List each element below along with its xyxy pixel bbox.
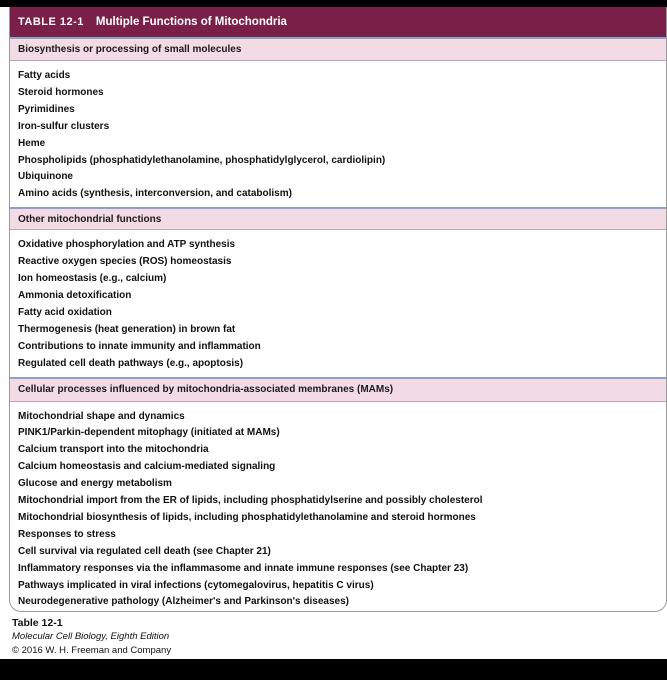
list-item: Fatty acid oxidation <box>18 306 112 318</box>
table-title: Multiple Functions of Mitochondria <box>95 16 287 28</box>
table-card <box>9 7 667 612</box>
list-item: Iron-sulfur clusters <box>18 120 110 132</box>
section-body <box>10 402 666 613</box>
section-body <box>10 61 666 207</box>
list-item: Regulated cell death pathways (e.g., apoptosis) <box>18 357 244 369</box>
list-item: Pyrimidines <box>18 103 75 115</box>
section-heading: Biosynthesis or processing of small molecules <box>10 39 666 61</box>
list-item: Inflammatory responses via the inflammasome and innate immune responses (see Chapter 23) <box>18 562 469 574</box>
section-heading: Cellular processes influenced by mitochondria-associated membranes (MAMs) <box>10 379 666 402</box>
caption-title: Table 12-1 <box>12 617 63 629</box>
list-item: Pathways implicated in viral infections (cytomegalovirus, hepatitis C virus) <box>18 579 374 591</box>
list-item: Cell survival via regulated cell death (see Chapter 21) <box>18 545 271 557</box>
list-item: Fatty acids <box>18 70 71 81</box>
list-item: Glucose and energy metabolism <box>18 478 172 490</box>
section-heading: Other mitochondrial functions <box>10 209 666 230</box>
list-item: PINK1/Parkin-dependent mitophagy (initiated at MAMs) <box>18 427 280 439</box>
list-item: Thermogenesis (heat generation) in brown fat <box>18 323 236 335</box>
list-item: Ubiquinone <box>18 171 73 183</box>
list-item: Ion homeostasis (e.g., calcium) <box>18 273 167 285</box>
list-item: Responses to stress <box>18 528 116 540</box>
list-item: Neurodegenerative pathology (Alzheimer's and Parkinson's diseases) <box>18 596 349 608</box>
list-item: Calcium homeostasis and calcium-mediated signaling <box>18 461 276 473</box>
list-item: Ammonia detoxification <box>18 289 132 301</box>
list-item: Calcium transport into the mitochondria <box>18 444 209 456</box>
table-number: TABLE 12-1 <box>18 16 84 28</box>
list-item: Steroid hormones <box>18 86 104 98</box>
list-item: Heme <box>18 137 46 149</box>
section-body <box>10 230 666 376</box>
list-item: Phospholipids (phosphatidylethanolamine, phosphatidylglycerol, cardiolipin) <box>18 154 386 166</box>
list-item: Oxidative phosphorylation and ATP synthesis <box>18 239 236 251</box>
list-item: Amino acids (synthesis, interconversion, and catabolism) <box>18 188 292 200</box>
caption-copyright: © 2016 W. H. Freeman and Company <box>12 645 172 656</box>
table-title-bar <box>10 7 666 37</box>
caption-book: Molecular Cell Biology, Eighth Edition <box>12 631 170 642</box>
list-item: Contributions to innate immunity and inflammation <box>18 340 261 352</box>
list-item: Mitochondrial shape and dynamics <box>18 410 185 422</box>
page <box>0 7 667 659</box>
list-item: Reactive oxygen species (ROS) homeostasis <box>18 256 232 268</box>
list-item: Mitochondrial import from the ER of lipids, including phosphatidylserine and possibly cholesterol <box>18 495 483 507</box>
figure-caption <box>12 616 171 658</box>
list-item: Mitochondrial biosynthesis of lipids, including phosphatidylethanolamine and steroid hormones <box>18 511 476 523</box>
